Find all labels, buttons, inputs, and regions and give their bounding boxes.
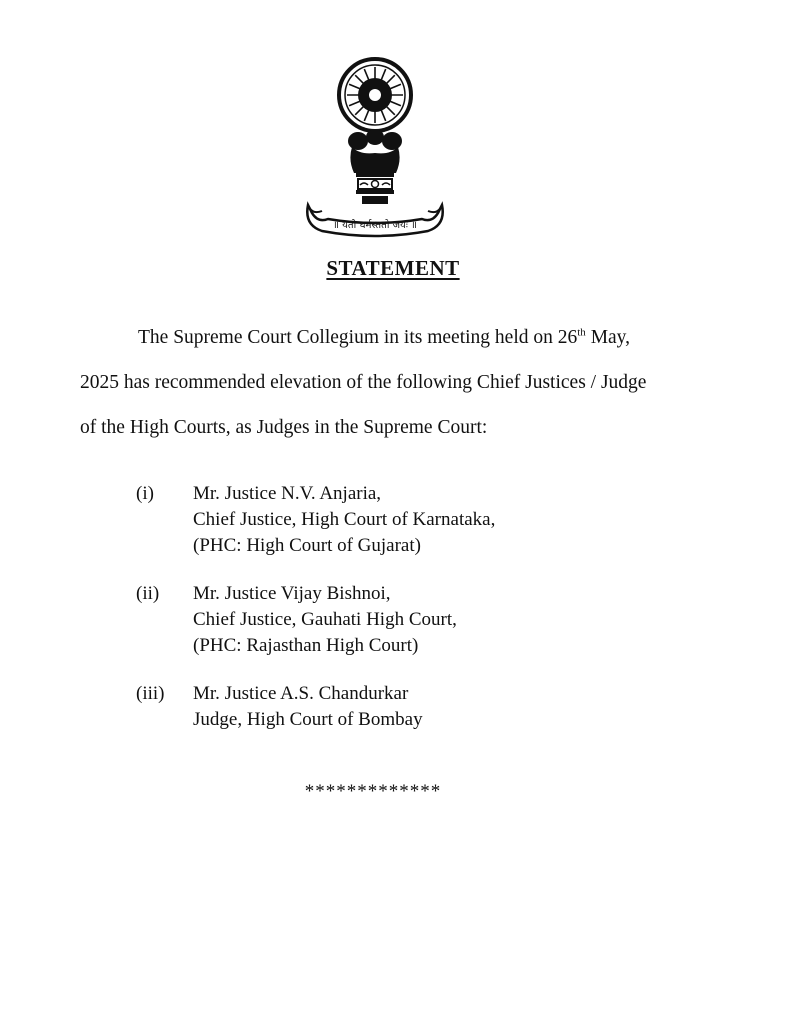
paragraph-line-1 (80, 325, 720, 350)
list-item-number: (i) (136, 483, 154, 504)
judge-position: Chief Justice, High Court of Karnataka, (193, 509, 496, 530)
judge-parent-court: (PHC: Rajasthan High Court) (193, 635, 419, 656)
judge-position: Chief Justice, Gauhati High Court, (193, 609, 457, 630)
supreme-court-emblem-icon (300, 55, 450, 245)
paragraph-line-1-text: The Supreme Court Collegium in its meeting held on 26th May, (138, 326, 631, 348)
judge-name: Mr. Justice N.V. Anjaria, (193, 483, 382, 504)
paragraph-line-2: 2025 has recommended elevation of the following Chief Justices / Judge (80, 372, 647, 393)
judge-name: Mr. Justice Vijay Bishnoi, (193, 583, 391, 604)
judge-parent-court: (PHC: High Court of Gujarat) (193, 535, 421, 556)
separator-stars: ************* (304, 781, 442, 802)
list-item-number: (ii) (136, 583, 160, 604)
list-item-number: (iii) (136, 683, 165, 704)
emblem-motto: ॥ यतो धर्मस्ततो जयः ॥ (332, 220, 418, 231)
page-title: STATEMENT (326, 256, 460, 280)
judge-name: Mr. Justice A.S. Chandurkar (193, 683, 409, 704)
judge-position: Judge, High Court of Bombay (193, 709, 423, 730)
ordinal-suffix: th (577, 326, 586, 339)
paragraph-line-3: of the High Courts, as Judges in the Supreme Court: (80, 417, 488, 438)
